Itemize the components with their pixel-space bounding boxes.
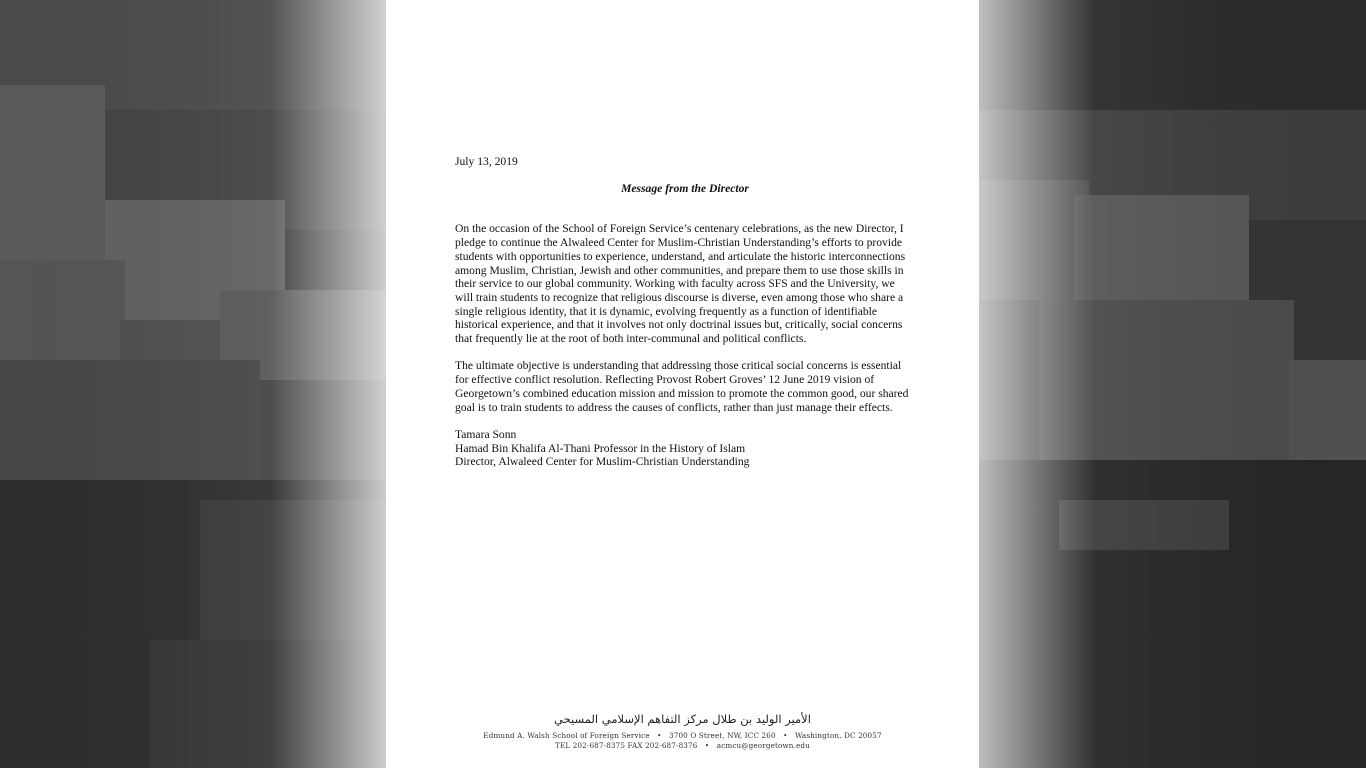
signature-block <box>455 428 915 469</box>
footer-address <box>386 731 979 740</box>
footer-separator: • <box>704 741 710 750</box>
background-photo-right <box>979 0 1366 768</box>
footer-city: Washington, DC 20057 <box>794 731 882 740</box>
signature-name: Tamara Sonn <box>455 427 517 441</box>
letter-page <box>386 0 979 768</box>
letter-body <box>455 155 915 469</box>
signature-title: Hamad Bin Khalifa Al-Thani Professor in the History of Islam <box>455 441 746 455</box>
footer-phone-fax: TEL 202-687-8375 FAX 202-687-8376 <box>555 741 698 750</box>
letter-date: July 13, 2019 <box>455 155 518 168</box>
footer-arabic-name: الأمير الوليد بن طلال مركز التفاهم الإسلامي المسيحي <box>554 712 811 726</box>
footer-school: Edmund A. Walsh School of Foreign Service <box>483 731 650 740</box>
footer-email[interactable]: acmcu@georgetown.edu <box>716 741 810 750</box>
letter-paragraph: On the occasion of the School of Foreign Service’s centenary celebrations, as the new Director, I pledge to continue the Alwaleed Center for Muslim-Christian Understanding’s efforts to provide students with opportunities to experience, understand, and articulate the historic interconnections among Muslim, Christian, Jewish and other communities, and prepare them to use those skills in their service to our global community. Working with faculty across SFS and the University, we will train students to recognize that religious discourse is diverse, even among those who share a single religious identity, that it is dynamic, evolving frequently as a function of identifiable historical experience, and that it involves not only doctrinal issues but, critically, social concerns that frequently lie at the root of both inter-communal and political conflicts. <box>455 222 906 346</box>
letter-heading: Message from the Director <box>621 181 749 195</box>
letter-paragraph: The ultimate objective is understanding that addressing those critical social concerns is essential for effective conflict resolution. Reflecting Provost Robert Groves’ 12 June 2019 vision of Georgetown’s combined education mission and mission to promote the common good, our shared goal is to train students to address the causes of conflicts, rather than just manage their effects. <box>455 359 909 414</box>
footer-separator: • <box>783 731 788 740</box>
footer-separator: • <box>657 731 662 740</box>
signature-role: Director, Alwaleed Center for Muslim-Christian Understanding <box>455 455 750 469</box>
background-photo-left <box>0 0 386 768</box>
footer-contact <box>386 741 979 750</box>
footer-street: 3700 O Street, NW, ICC 260 <box>669 731 776 740</box>
